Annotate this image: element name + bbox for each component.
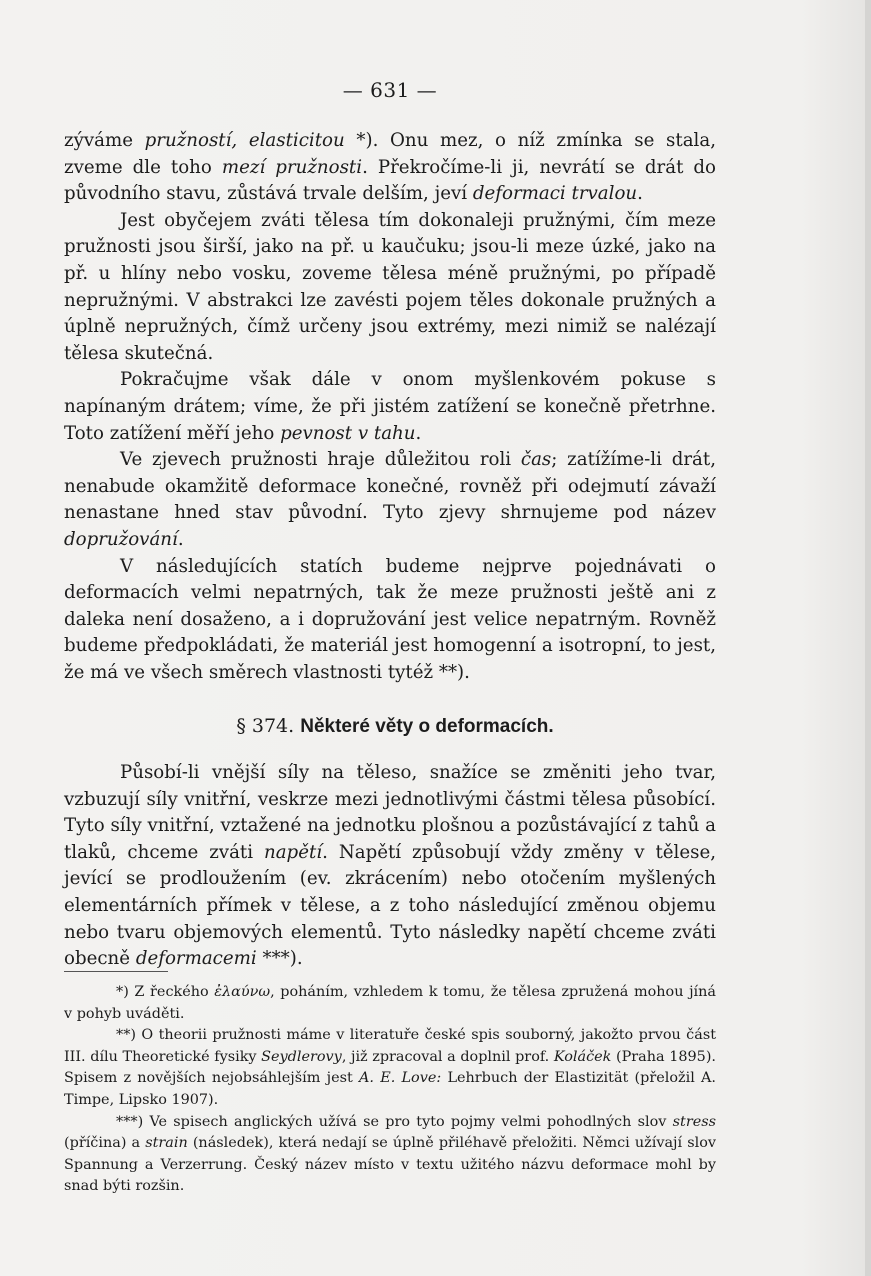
section-title: Některé věty o deformacích. xyxy=(300,716,554,737)
footnotes xyxy=(64,982,716,1198)
footnote-2: **) O theorii pružnosti máme v literatuře české spis souborný, jakožto prvou část III. dílu Theoretické fysiky Seydlerovy, již zpracoval a doplnil prof. Koláček (Praha 1895). Spisem z novějších nejobsáhlejším jest A. E. Love: Lehrbuch der Elastizität (přeložil A. Timpe, Lipsko 1907). xyxy=(64,1027,717,1108)
footnote-3: ***) Ve spisech anglických užívá se pro tyto pojmy velmi pohodlných slov stress (příčina) a strain (následek), která nedají se úplně přiléhavě přeložiti. Němci užívají slov Spannung a Verzerrung. Český název místo v textu užitého názvu deformace mohl by snad býti rozšin. xyxy=(64,1113,716,1195)
paragraph-2: Jest obyčejem zváti tělesa tím dokonaleji pružnými, čím meze pružnosti jsou širší, jako na př. u kaučuku; jsou-li meze úzké, jako na př. u hlíny nebo vosku, zoveme tělesa méně pružnými, po případě nepružnými. V abstrakci lze zavésti pojem těles dokonale pružných a úplně nepružných, čímž určeny jsou extrémy, mezi nimiž se nalézají tělesa skutečná. xyxy=(64,209,716,364)
section-text xyxy=(64,760,716,973)
section-number: § 374. xyxy=(236,715,295,737)
section-heading xyxy=(0,715,790,738)
paragraph-4: Ve zjevech pružnosti hraje důležitou roli čas; zatížíme-li drát, nenabude okamžitě deformace konečné, rovněž při odejmutí závaží nenastane hned stav původní. Tyto zjevy shrnujeme pod název dopružování. xyxy=(64,449,716,550)
paragraph-6: Působí-li vnější síly na těleso, snažíce se změniti jeho tvar, vzbuzují síly vnitřní, veskrze mezi jednotlivými částmi tělesa působící. Tyto síly vnitřní, vztažené na jednotku plošnou a pozůstávající z tahů a tlaků, chceme zváti napětí. Napětí způsobují vždy změny v tělese, jevící se prodloužením (ev. zkrácením) nebo otočením myšlených elementárních přímek v tělese, a z toho následující změnou objemu nebo tvaru objemových elementů. Tyto následky napětí chceme zváti obecně deformacemi ***). xyxy=(64,762,717,970)
paragraph-3: Pokračujme však dále v onom myšlenkovém pokuse s napínaným drátem; víme, že při jistém zatížení se konečně přetrhne. Toto zatížení měří jeho pevnost v tahu. xyxy=(64,369,716,444)
paragraph-5: V následujících statích budeme nejprve pojednávati o deformacích velmi nepatrných, tak že meze pružnosti ještě ani z daleka není dosaženo, a i dopružování jest velice nepatrným. Rovněž budeme předpokládati, že materiál jest homogenní a isotropní, to jest, že má ve všech směrech vlastnosti tytéž **). xyxy=(64,555,716,683)
page-number: — 631 — xyxy=(342,78,438,102)
paragraph-1: zýváme pružností, elasticitou *). Onu mez, o níž zmínka se stala, zveme dle toho mezí pružnosti. Překročíme-li ji, nevrátí se drát do původního stavu, zůstává trvale delším, jeví deformaci trvalou. xyxy=(64,130,716,205)
page-edge-shadow xyxy=(865,0,871,1276)
footnote-1: *) Z řeckého ἐλαύνω, poháním, vzhledem k tomu, že tělesa zpružená mohou jíná v pohyb uváděti. xyxy=(64,984,716,1022)
footnote-divider xyxy=(64,971,168,972)
main-text xyxy=(64,128,716,686)
